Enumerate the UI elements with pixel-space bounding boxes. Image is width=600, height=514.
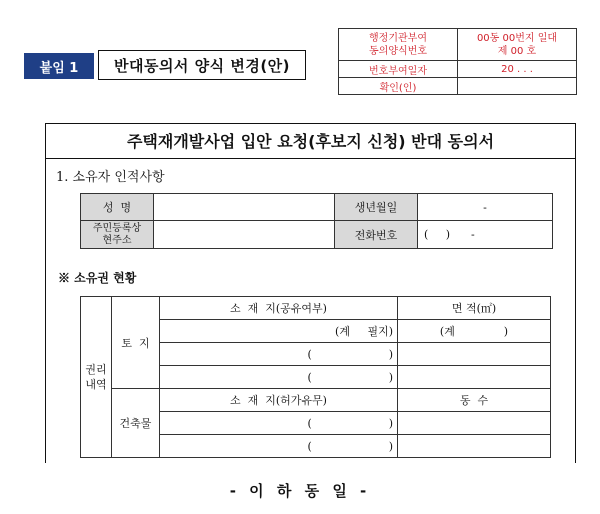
agency-number-value: 00동 00번지 일대 제 00 호 [458, 29, 577, 61]
address-label: 주민등록상 현주소 [81, 221, 154, 249]
dob-label: 생년월일 [335, 194, 418, 221]
land-row-area[interactable] [398, 343, 551, 366]
issue-date-label: 번호부여일자 [339, 61, 458, 78]
dob-field[interactable]: - [418, 194, 553, 221]
phone-label: 전화번호 [335, 221, 418, 249]
registration-box [338, 28, 577, 95]
land-row-location[interactable]: ( ) [160, 366, 398, 389]
building-row-count[interactable] [398, 412, 551, 435]
building-label: 건축물 [112, 389, 160, 458]
name-label: 성 명 [81, 194, 154, 221]
land-total-area[interactable]: (계 ) [398, 320, 551, 343]
land-total-location[interactable]: (계 필지) [160, 320, 398, 343]
building-location-header: 소 재 지(허가유무) [160, 389, 398, 412]
phone-field[interactable]: ( ) - [418, 221, 553, 249]
document-title: 반대동의서 양식 변경(안) [98, 50, 306, 80]
section1-title: 1. 소유자 인적사항 [56, 170, 165, 185]
owner-info-table [80, 193, 553, 249]
building-row-location[interactable]: ( ) [160, 412, 398, 435]
confirm-value[interactable] [458, 78, 577, 95]
rights-label: 권리 내역 [81, 297, 112, 458]
name-field[interactable] [154, 194, 335, 221]
building-row-location[interactable]: ( ) [160, 435, 398, 458]
building-count-header: 동 수 [398, 389, 551, 412]
land-row-area[interactable] [398, 366, 551, 389]
building-row-count[interactable] [398, 435, 551, 458]
land-label: 토 지 [112, 297, 160, 389]
land-location-header: 소 재 지(공유여부) [160, 297, 398, 320]
agency-number-label: 행정기관부여 동의양식번호 [339, 29, 458, 61]
land-row-location[interactable]: ( ) [160, 343, 398, 366]
address-field[interactable] [154, 221, 335, 249]
footer-note: - 이 하 동 일 - [229, 482, 371, 500]
ownership-table [80, 296, 551, 458]
confirm-label: 확인(인) [339, 78, 458, 95]
land-area-header: 면 적(㎡) [398, 297, 551, 320]
form-title: 주택재개발사업 입안 요청(후보지 신청) 반대 동의서 [45, 123, 576, 159]
section2-title: ※ 소유권 현황 [58, 271, 137, 285]
attachment-badge: 붙임 1 [24, 53, 94, 79]
issue-date-value: 20 . . . [458, 61, 577, 78]
